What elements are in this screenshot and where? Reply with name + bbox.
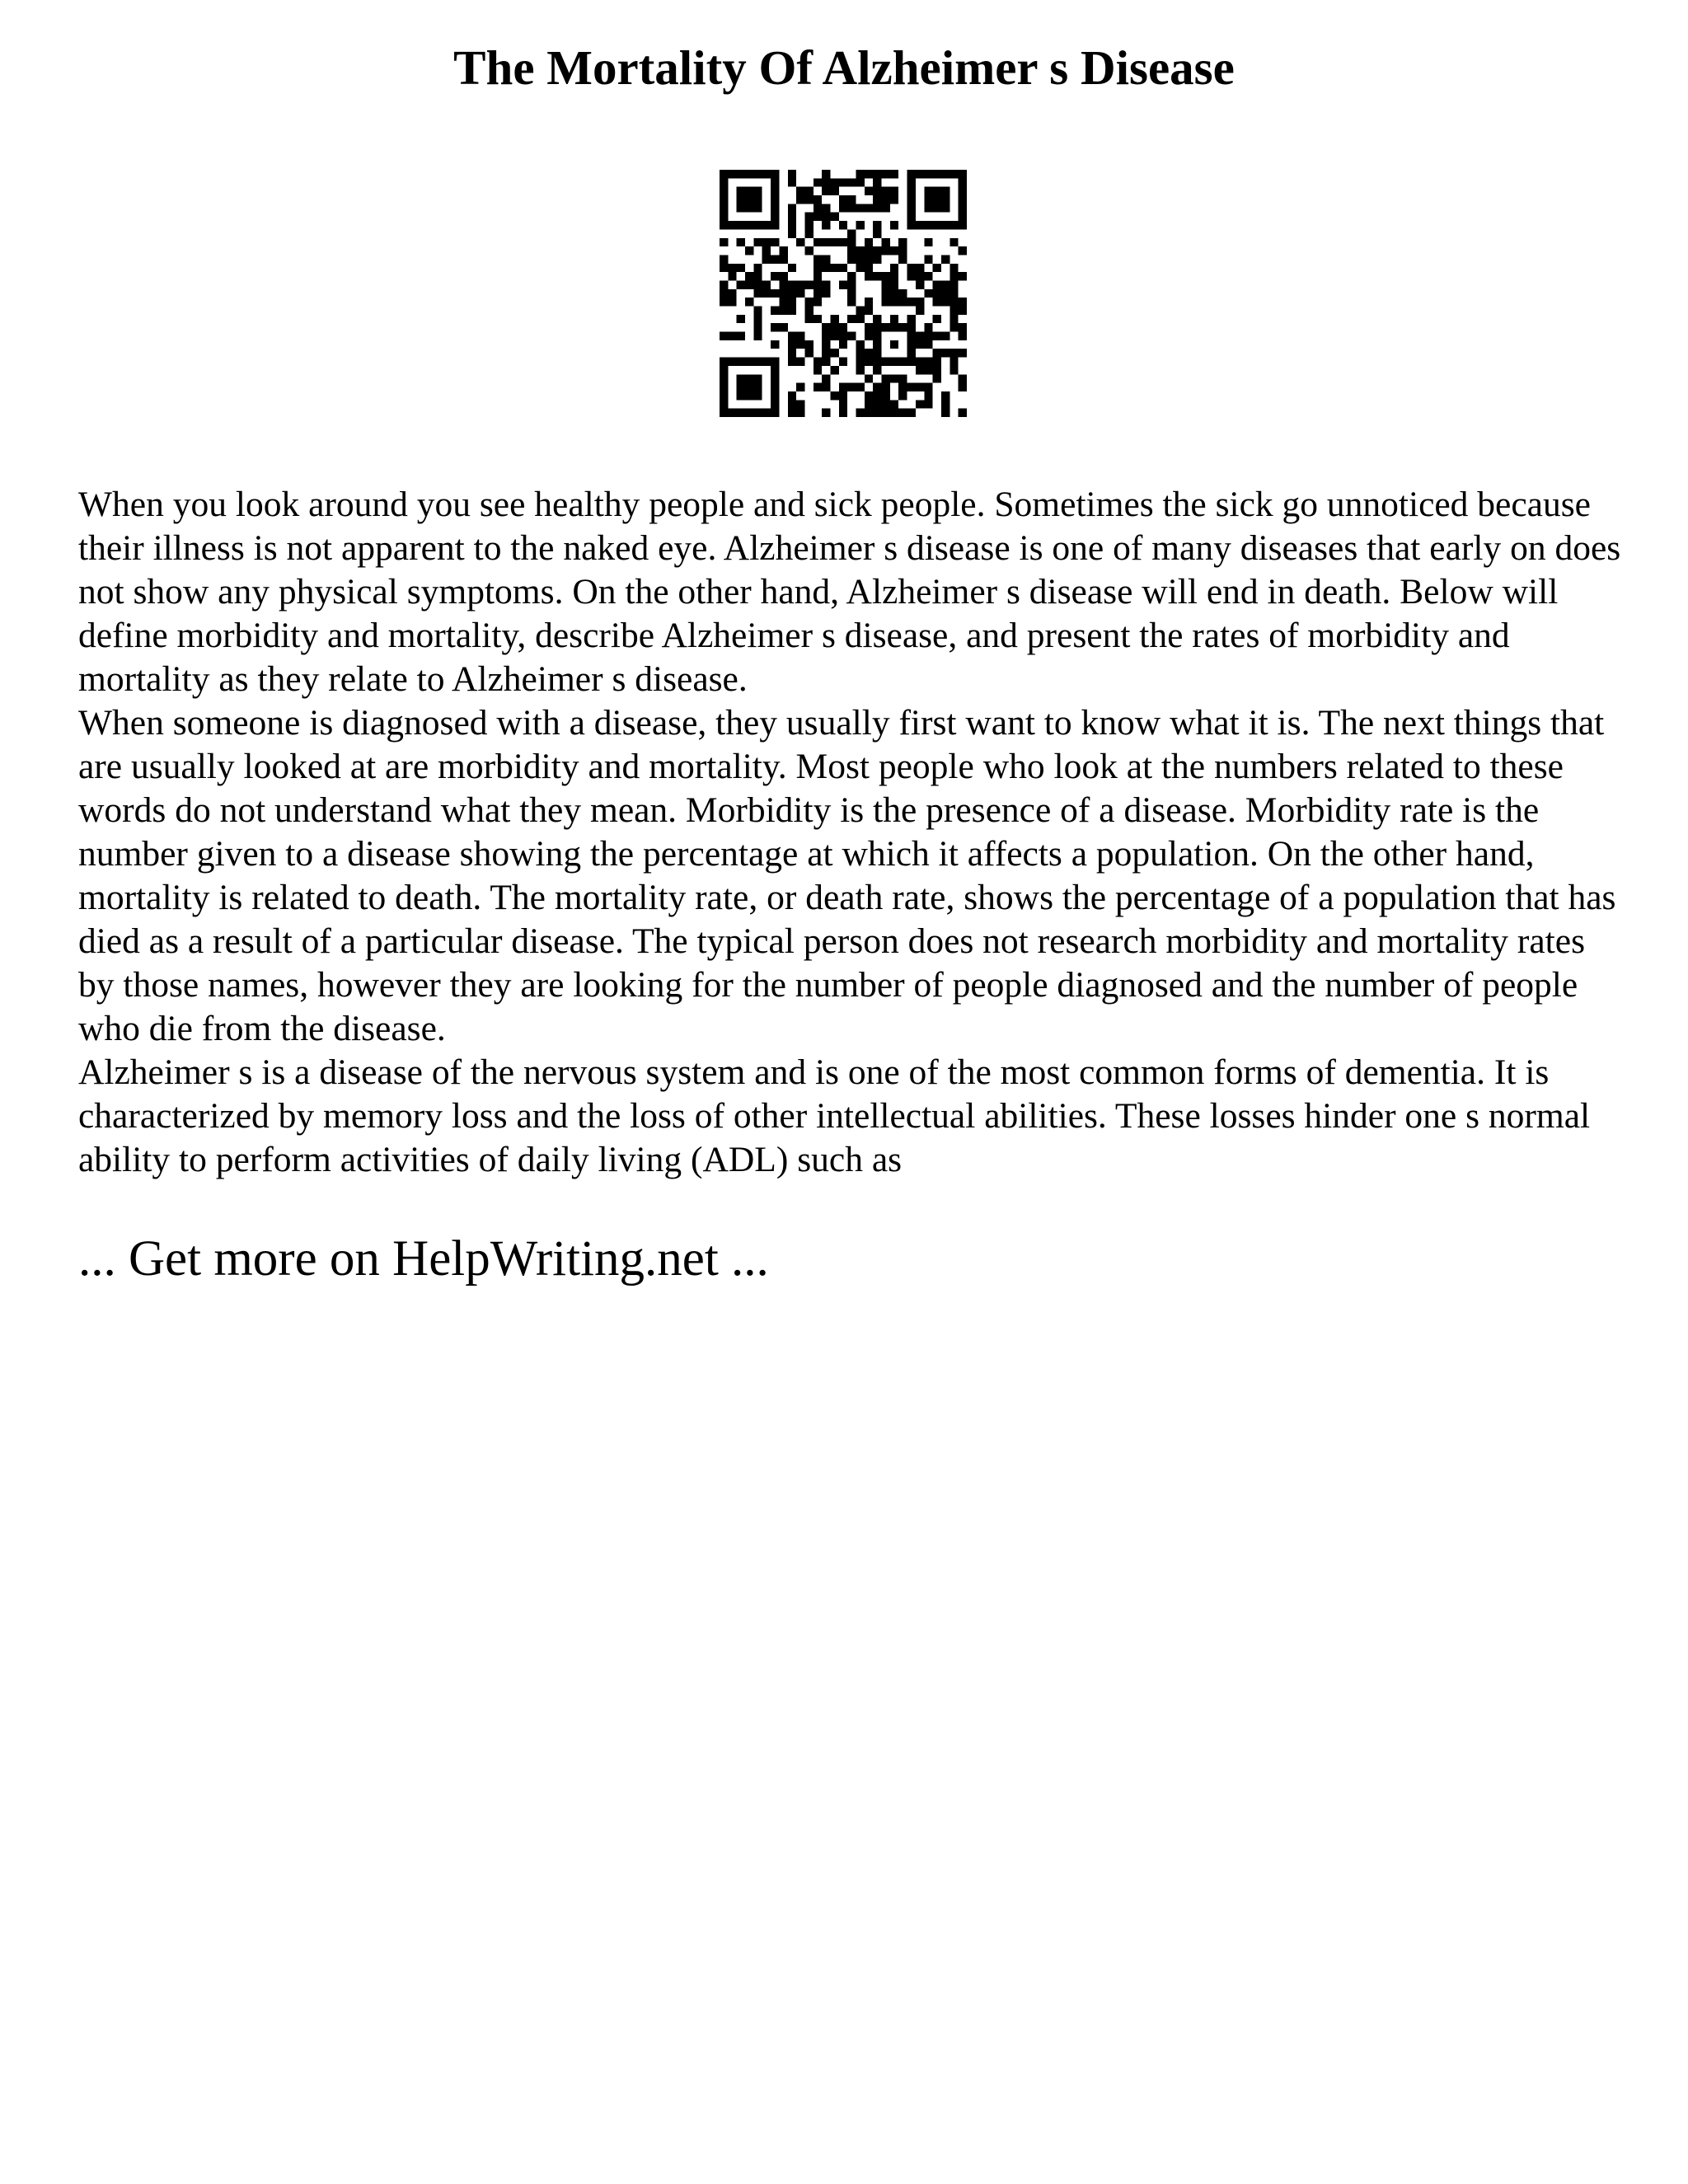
- paragraph: When someone is diagnosed with a disease, they usually first want to know what it is. The next things that are usually looked at are morbidity and mortality. Most people who look at the numbers related to these words do not understand what they mean. Morbidity is the presence of a disease. Morbidity rate is the number given to a disease showing the percentage at which it affects a population. On the other hand, mortality is related to death. The mortality rate, or death rate, shows the percentage of a population that has died as a result of a particular disease. The typical person does not research morbidity and mortality rates by those names, however they are looking for the number of people diagnosed and the number of people who die from the disease.: [78, 703, 1616, 1048]
- document-title: The Mortality Of Alzheimer s Disease: [453, 40, 1235, 95]
- qr-code-icon: [720, 170, 967, 417]
- get-more-link[interactable]: ... Get more on HelpWriting.net ...: [78, 1231, 769, 1286]
- article-body: [78, 483, 1628, 1182]
- paragraph: When you look around you see healthy people and sick people. Sometimes the sick go unnoticed because their illness is not apparent to the naked eye. Alzheimer s disease is one of many diseases that early on does not show any physical symptoms. On the other hand, Alzheimer s disease will end in death. Below will define morbidity and mortality, describe Alzheimer s disease, and present the rates of morbidity and mortality as they relate to Alzheimer s disease.: [78, 485, 1621, 699]
- paragraph: Alzheimer s is a disease of the nervous system and is one of the most common forms of dementia. It is characterized by memory loss and the loss of other intellectual abilities. These losses hinder one s normal ability to perform activities of daily living (ADL) such as: [78, 1052, 1591, 1179]
